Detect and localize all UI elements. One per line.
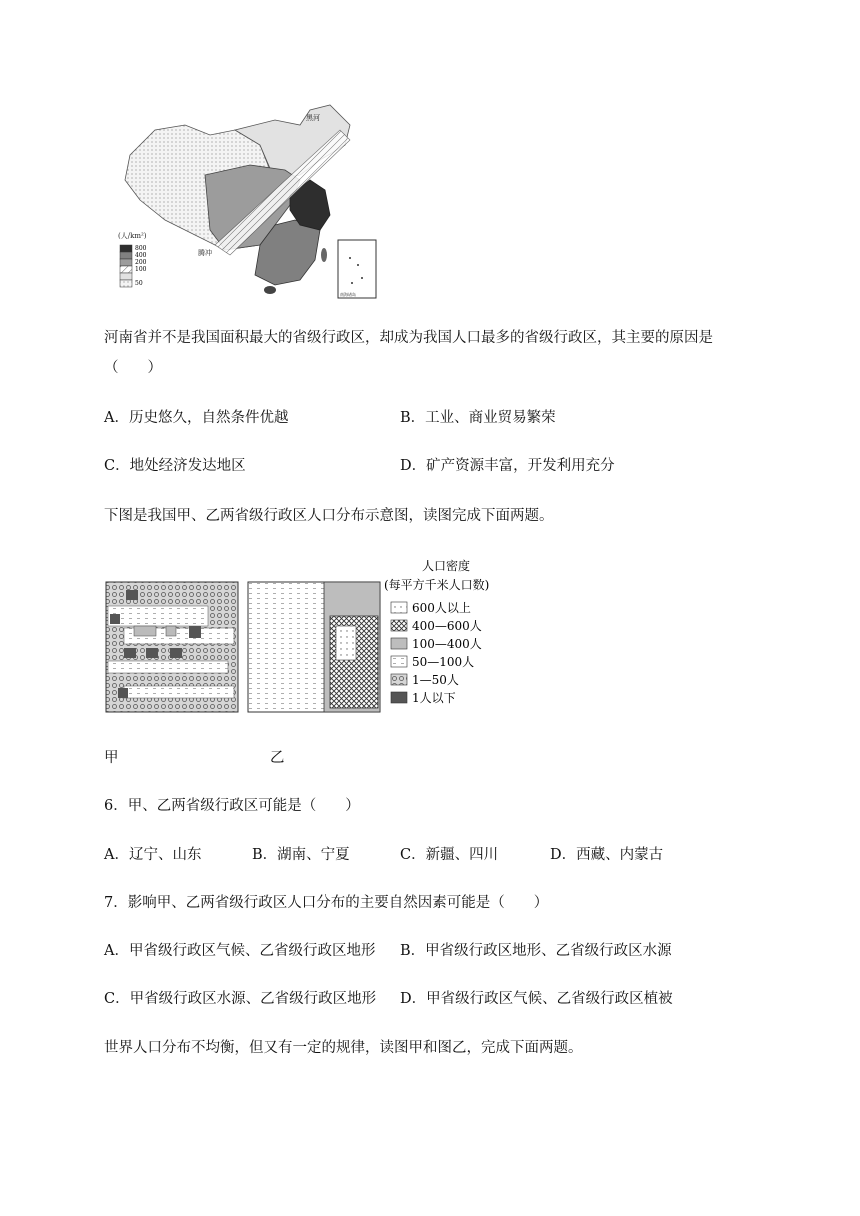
- option-henan-b: B．工业、商业贸易繁荣: [400, 410, 556, 426]
- taiwan-island: [321, 248, 327, 262]
- option-henan-d: D．矿产资源丰富，开发利用充分: [400, 458, 615, 474]
- option-7-c: C．甲省级行政区水源、乙省级行政区地形: [104, 991, 377, 1007]
- legend-value-800: 800: [135, 245, 147, 252]
- legend-value-200: 200: [135, 259, 147, 266]
- legend-subtitle: (每平方千米人口数): [384, 578, 490, 592]
- legend-item-50-100: 50—100人: [412, 655, 475, 669]
- option-7-d: D．甲省级行政区气候、乙省级行政区植被: [400, 991, 673, 1007]
- legend-value-50: 50: [135, 280, 143, 287]
- option-6-c: C．新疆、四川: [400, 847, 499, 863]
- question-6-stem: 6．甲、乙两省级行政区可能是（ ）: [104, 798, 360, 814]
- question-7-stem: 7．影响甲、乙两省级行政区人口分布的主要自然因素可能是（ ）: [104, 895, 549, 911]
- option-6-d: D．西藏、内蒙古: [550, 847, 664, 863]
- legend-item-400-600: 400—600人: [412, 619, 482, 633]
- province-population-map: [104, 556, 504, 716]
- option-henan-a: A．历史悠久，自然条件优越: [104, 410, 289, 426]
- label-heihe: 黑河: [306, 114, 320, 122]
- legend-item-100-400: 100—400人: [412, 637, 482, 651]
- option-henan-c: C．地处经济发达地区: [104, 458, 246, 474]
- caption-yi: 乙: [270, 750, 285, 766]
- option-7-a: A．甲省级行政区气候、乙省级行政区地形: [104, 943, 376, 959]
- hainan-island: [264, 286, 276, 294]
- intro-province-question: 下图是我国甲、乙两省级行政区人口分布示意图，读图完成下面两题。: [104, 508, 554, 524]
- inset-label: 南海诸岛: [340, 292, 356, 297]
- legend-item-below-1: 1人以下: [412, 691, 456, 705]
- question-henan-paren: （ ）: [104, 360, 162, 376]
- legend-item-600-plus: 600人以上: [412, 601, 471, 615]
- label-tengchong: 腾冲: [198, 249, 212, 257]
- legend-value-400: 400: [135, 252, 147, 259]
- legend-title: 人口密度: [422, 559, 471, 573]
- intro-world-population: 世界人口分布不均衡，但又有一定的规律，读图甲和图乙，完成下面两题。: [104, 1040, 583, 1056]
- south-china-sea-inset: [338, 240, 376, 298]
- question-henan-stem: 河南省并不是我国面积最大的省级行政区，却成为我国人口最多的省级行政区，其主要的原因是: [104, 330, 713, 346]
- legend-unit: (人/km²): [118, 232, 147, 240]
- china-population-density-map: [110, 100, 390, 310]
- option-7-b: B．甲省级行政区地形、乙省级行政区水源: [400, 943, 672, 959]
- option-6-a: A．辽宁、山东: [104, 847, 202, 863]
- legend-value-100: 100: [135, 266, 147, 273]
- option-6-b: B．湖南、宁夏: [252, 847, 350, 863]
- legend-item-1-50: 1—50人: [412, 673, 459, 687]
- caption-jia: 甲: [104, 750, 119, 766]
